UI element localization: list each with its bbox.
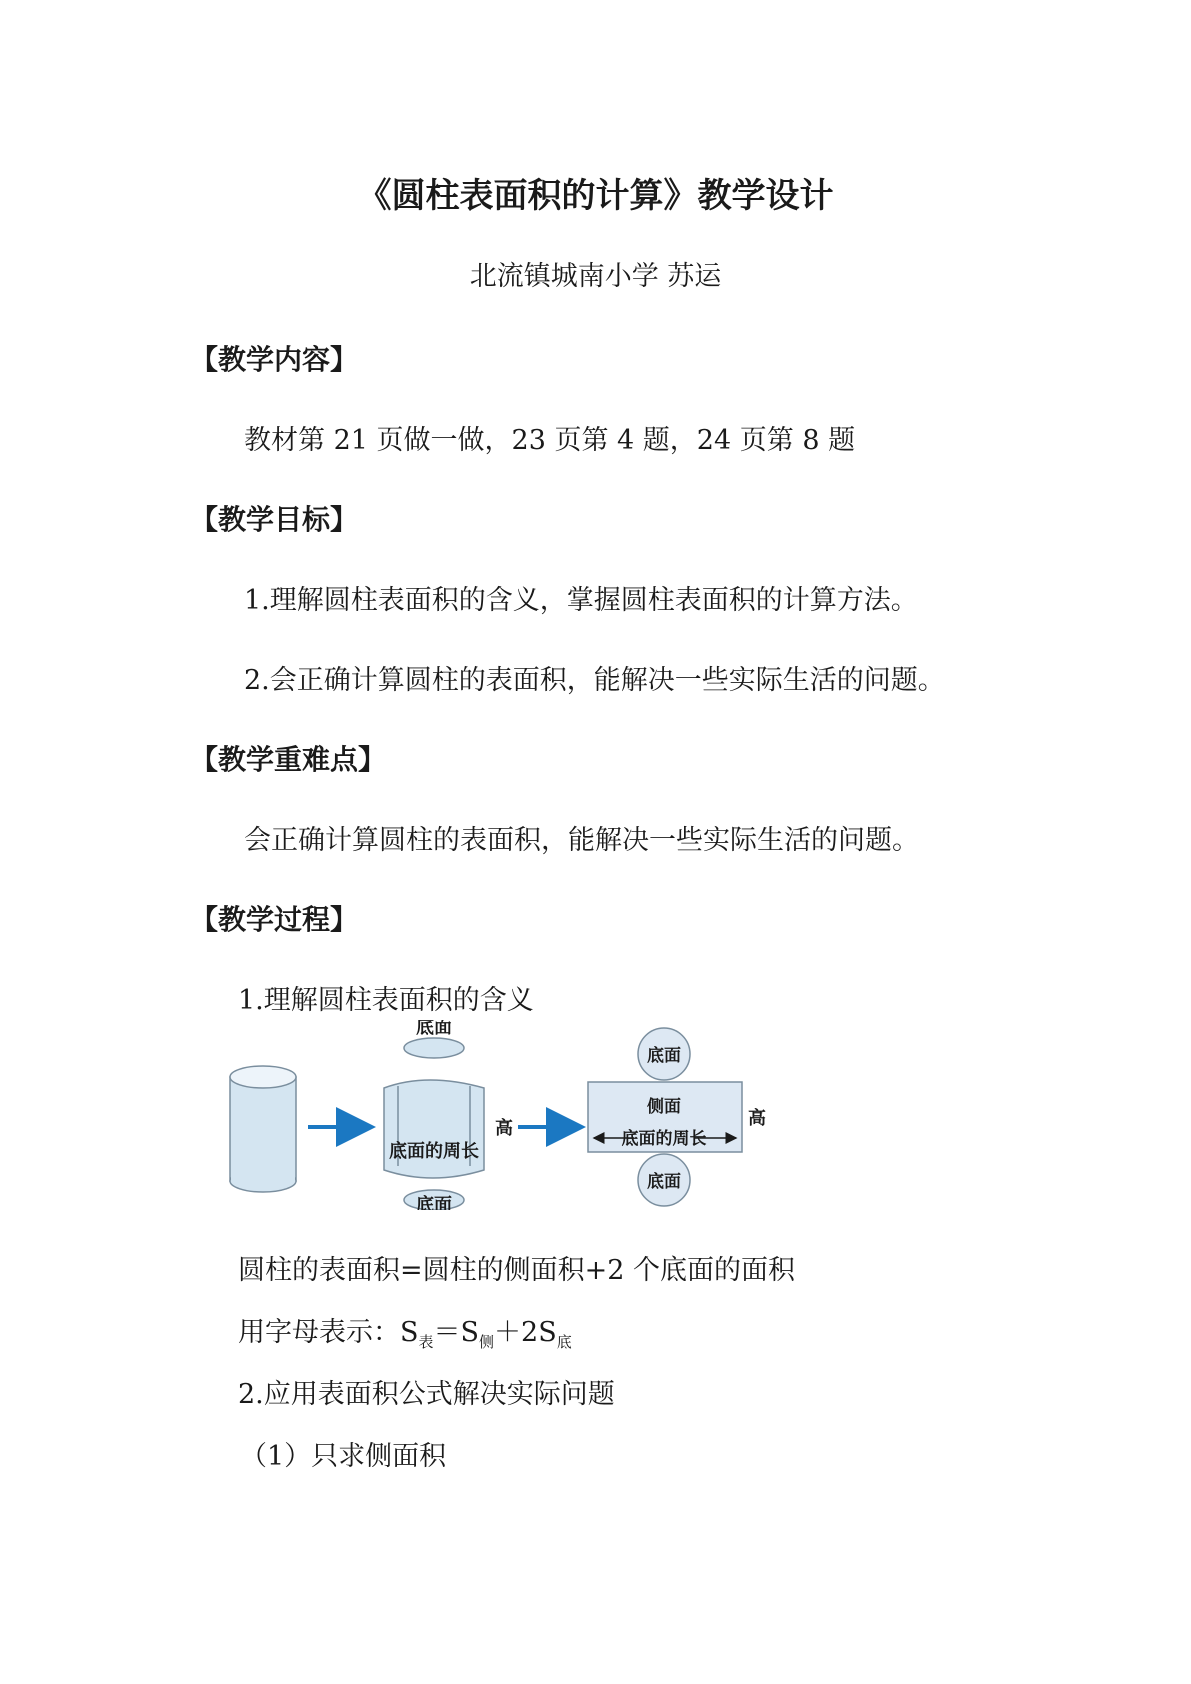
- formula-sub-side: 侧: [479, 1333, 495, 1351]
- goal-item-1: 1.理解圆柱表面积的含义，掌握圆柱表面积的计算方法。: [244, 585, 918, 616]
- cylinder-unfold-figure: [222, 1020, 812, 1210]
- heading-key-points: 【教学重难点】: [190, 743, 387, 776]
- label-base-top: 底面: [416, 1020, 452, 1038]
- goal-item-2: 2.会正确计算圆柱的表面积，能解决一些实际生活的问题。: [244, 665, 945, 696]
- formula-letters: [238, 1310, 572, 1349]
- label-net-base-bottom: 底面: [647, 1172, 681, 1192]
- formula-sub-surface: 表: [418, 1333, 434, 1351]
- heading-teaching-process: 【教学过程】: [190, 903, 359, 936]
- label-net-perimeter: 底面的周长: [621, 1129, 707, 1149]
- process-step-2-1: （1）只求侧面积: [240, 1441, 447, 1472]
- label-side: 侧面: [647, 1097, 681, 1117]
- heading-teaching-goals: 【教学目标】: [190, 503, 359, 536]
- label-net-height: 高: [748, 1108, 766, 1129]
- formula-words: 圆柱的表面积=圆柱的侧面积+2 个底面的面积: [238, 1255, 796, 1286]
- label-net-base-top: 底面: [647, 1046, 681, 1066]
- cylinder-unfold-svg: [222, 1020, 812, 1210]
- page-title: 《圆柱表面积的计算》教学设计: [357, 176, 834, 216]
- author-line: 北流镇城南小学 苏运: [469, 261, 722, 292]
- process-step-2: 2.应用表面积公式解决实际问题: [238, 1379, 615, 1410]
- process-step-1: 1.理解圆柱表面积的含义: [238, 985, 534, 1016]
- teaching-content-text: 教材第 21 页做一做，23 页第 4 题，24 页第 8 题: [244, 425, 856, 456]
- opened-cylinder: [384, 1038, 484, 1210]
- label-height: 高: [495, 1118, 513, 1139]
- formula-sub-base: 底: [556, 1333, 572, 1351]
- heading-teaching-content: 【教学内容】: [190, 343, 359, 376]
- formula-plus: ＋2S: [494, 1317, 557, 1348]
- label-base-bottom: 底面: [416, 1195, 452, 1210]
- key-points-text: 会正确计算圆柱的表面积，能解决一些实际生活的问题。: [244, 825, 919, 856]
- label-perimeter: 底面的周长: [389, 1141, 479, 1162]
- formula-prefix: 用字母表示：S: [238, 1317, 419, 1348]
- closed-cylinder: [230, 1066, 296, 1192]
- formula-equals: ＝S: [433, 1317, 480, 1348]
